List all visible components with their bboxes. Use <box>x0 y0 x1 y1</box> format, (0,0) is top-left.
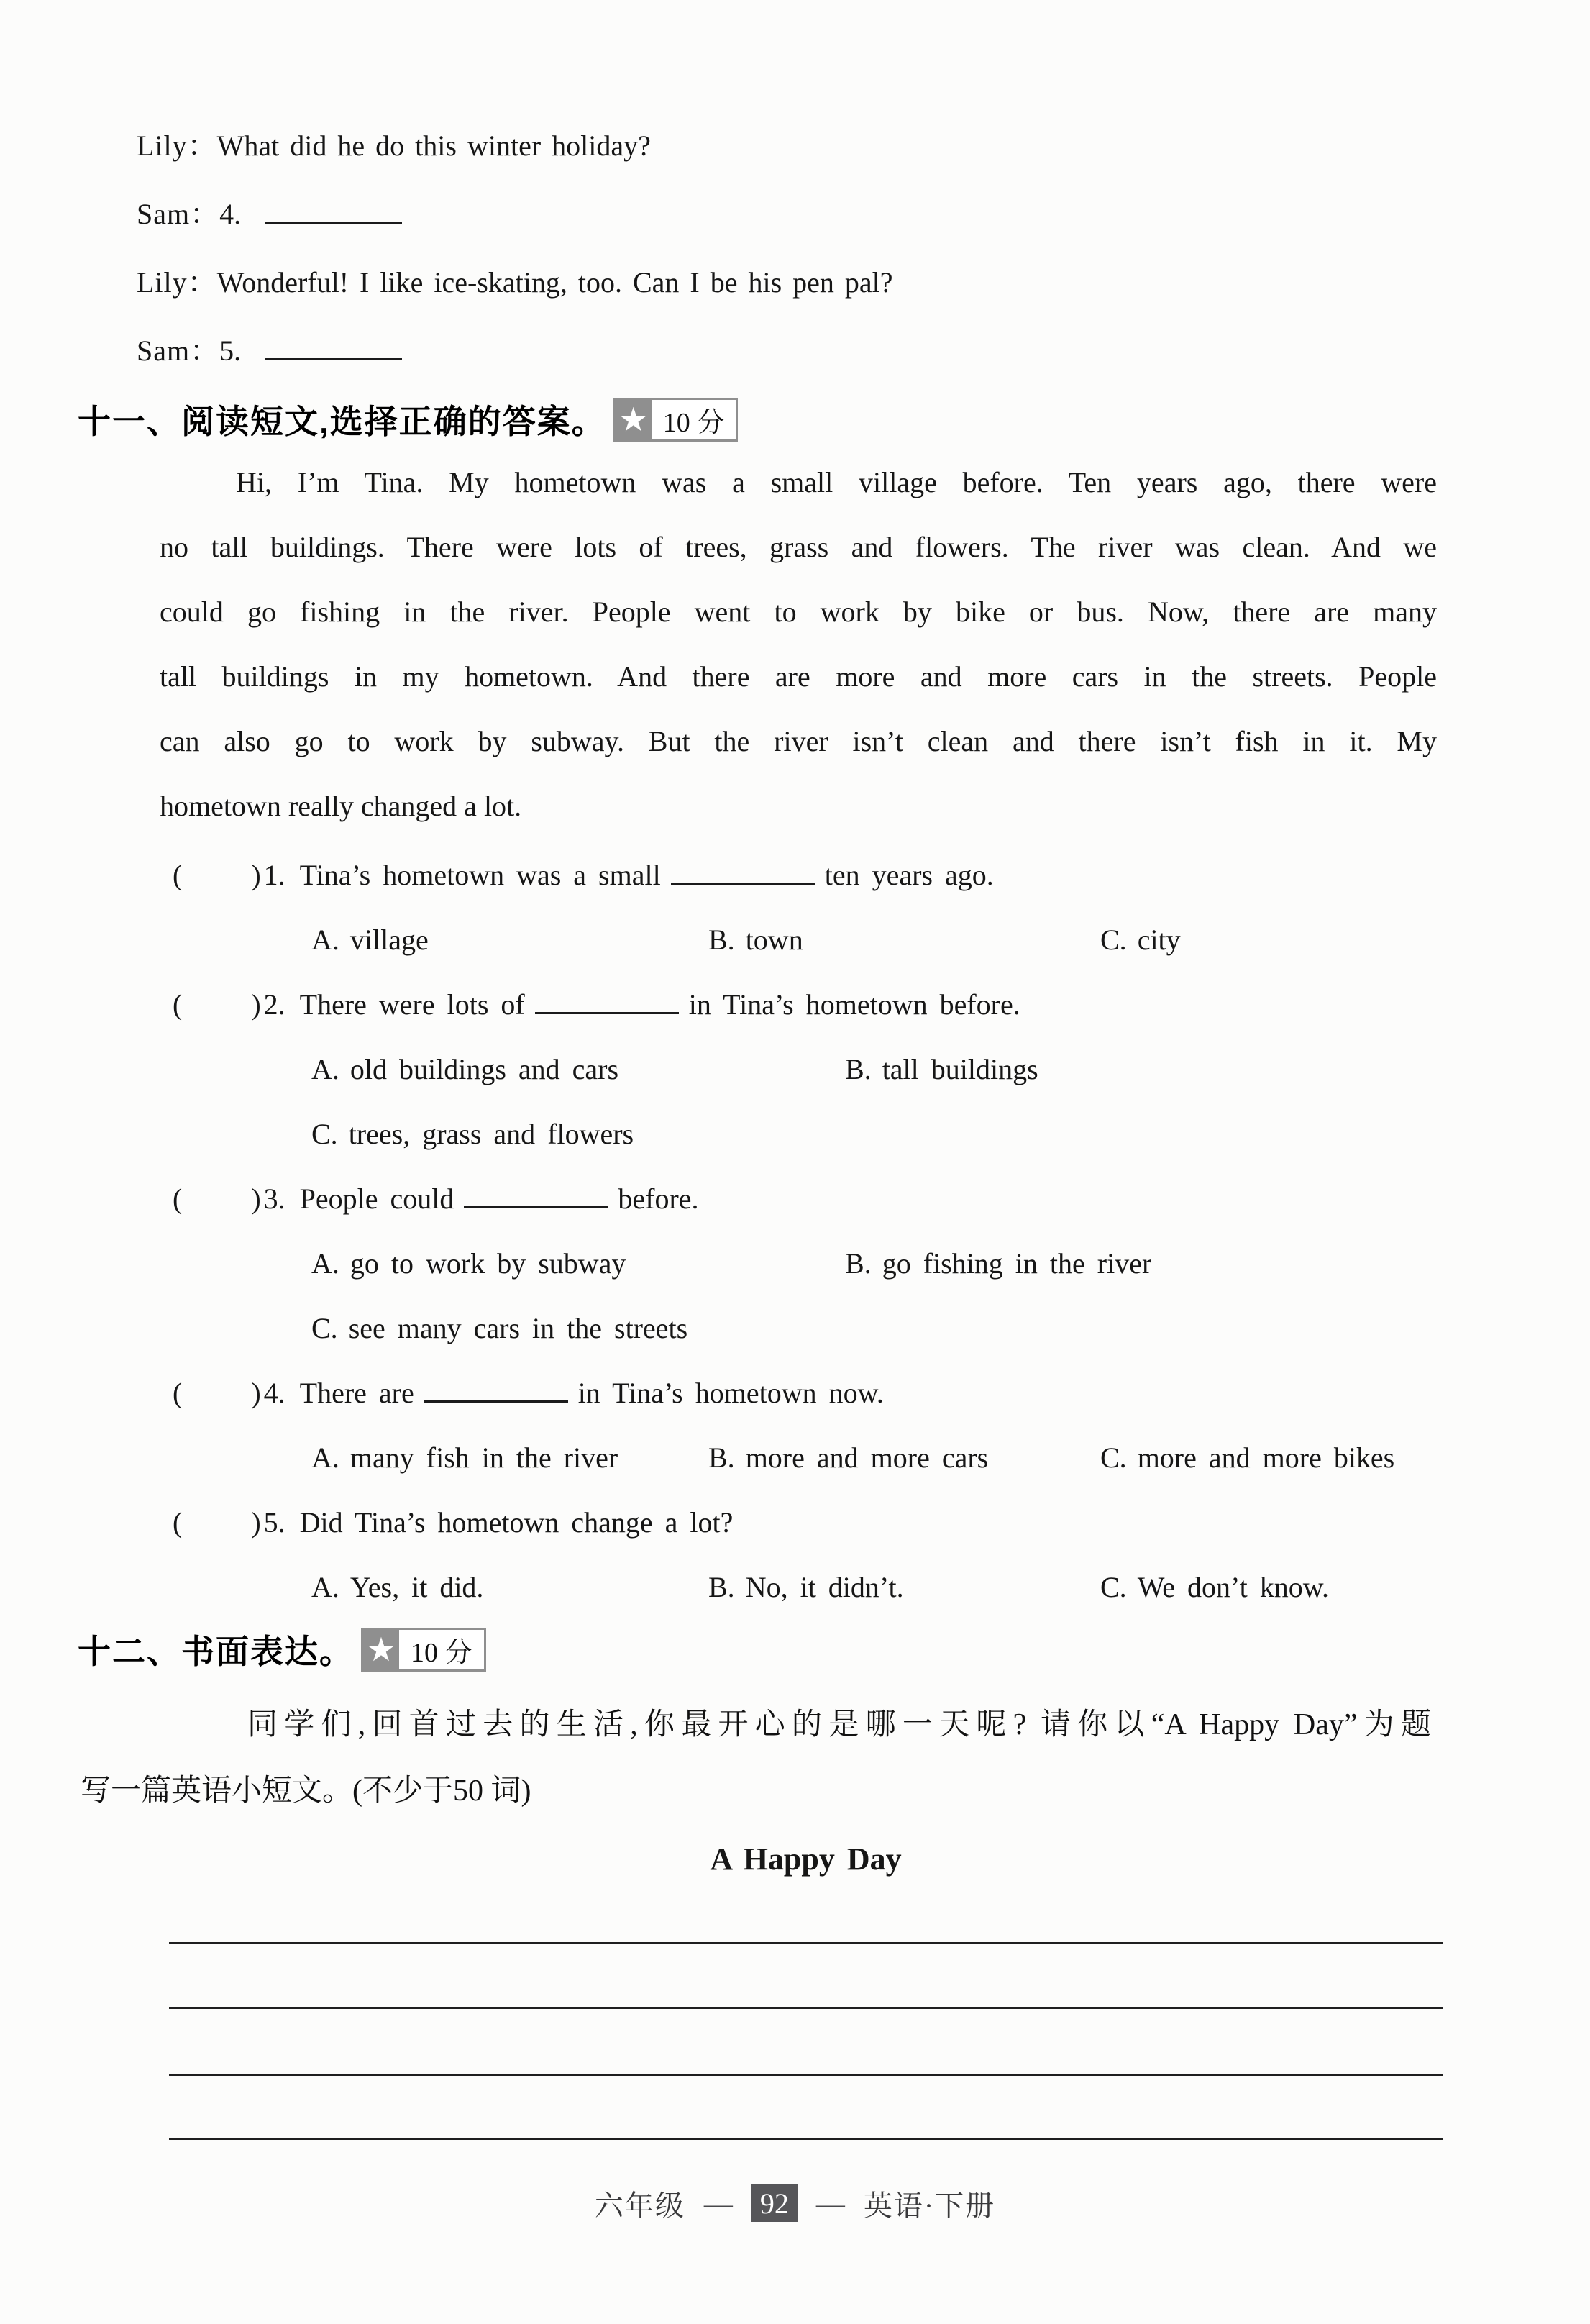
option-label: A. <box>311 1571 339 1603</box>
question-text: There were lots of <box>299 988 525 1021</box>
page-footer <box>0 2182 1590 2224</box>
question-list <box>173 843 1446 1620</box>
question-number: 3. <box>263 1182 285 1215</box>
option-c <box>1100 1555 1329 1620</box>
question-text: in Tina’s hometown now. <box>577 1377 884 1409</box>
option-text: go to work by subway <box>349 1247 626 1280</box>
option-label: A. <box>311 1441 339 1474</box>
footer-book: 英语·下册 <box>863 2189 996 2222</box>
star-icon: ★ <box>363 1630 399 1669</box>
passage-line: could go fishing in the river. People went to work by bike or bus. Now, there are many <box>160 596 1437 628</box>
dialogue-line <box>137 316 893 385</box>
option-label: A. <box>311 924 339 956</box>
fill-in-blank[interactable] <box>464 1199 608 1208</box>
option-label: A. <box>311 1247 339 1280</box>
question-3 <box>173 1167 1446 1231</box>
option-b <box>845 1231 1151 1296</box>
option-text: go fishing in the river <box>882 1247 1152 1280</box>
question-number: 5. <box>263 1506 285 1539</box>
option-b <box>708 1426 988 1490</box>
fill-in-blank[interactable] <box>424 1393 568 1403</box>
question-text: before. <box>618 1182 699 1215</box>
score-badge <box>613 398 739 442</box>
footer-grade: 六年级 <box>594 2189 685 2222</box>
question-number: 4. <box>263 1377 285 1409</box>
question-text: ten years ago. <box>824 859 994 891</box>
option-text: town <box>745 924 803 956</box>
option-c <box>1100 1426 1394 1490</box>
dialogue-line <box>137 180 893 248</box>
option-text: old buildings and cars <box>349 1053 619 1085</box>
option-label: B. <box>845 1053 872 1085</box>
writing-line[interactable] <box>169 2074 1443 2076</box>
option-label: B. <box>708 1441 735 1474</box>
question-5-options <box>173 1555 1446 1620</box>
question-5 <box>173 1490 1446 1555</box>
option-label: C. <box>1100 1571 1127 1603</box>
fill-in-blank[interactable] <box>671 875 815 885</box>
section-11-title: 十一、阅读短文,选择正确的答案。 <box>78 403 606 440</box>
question-number: 2. <box>263 988 285 1021</box>
fill-in-blank[interactable] <box>535 1005 679 1014</box>
option-a <box>311 1037 618 1102</box>
option-label: B. <box>708 924 735 956</box>
question-4-options <box>173 1426 1446 1490</box>
question-3-options <box>173 1296 1446 1361</box>
question-4 <box>173 1361 1446 1426</box>
writing-line[interactable] <box>169 1942 1443 1944</box>
dialogue-text: 5. <box>219 334 242 367</box>
option-b <box>708 908 803 972</box>
section-12-heading <box>78 1627 486 1672</box>
dialogue-text: 4. <box>219 198 242 230</box>
question-text: People could <box>299 1182 454 1215</box>
speaker-label: Sam： <box>137 198 220 230</box>
question-text: in Tina’s hometown before. <box>688 988 1020 1021</box>
option-label: C. <box>311 1312 338 1344</box>
question-2 <box>173 972 1446 1037</box>
option-c <box>311 1296 687 1361</box>
passage-line: tall buildings in my hometown. And there are more and more cars in the streets. People <box>160 660 1437 693</box>
footer-dash: — <box>703 2187 733 2220</box>
option-text: more and more bikes <box>1137 1441 1395 1474</box>
score-label: 10 分 <box>652 400 736 439</box>
option-text: Yes, it did. <box>349 1571 484 1603</box>
page-number-badge: 92 <box>751 2184 798 2222</box>
option-text: No, it didn’t. <box>745 1571 904 1603</box>
option-text: see many cars in the streets <box>348 1312 688 1344</box>
option-b <box>708 1555 904 1620</box>
question-text: Did Tina’s hometown change a lot? <box>299 1506 734 1539</box>
answer-parens[interactable]: ( ) <box>173 1182 261 1215</box>
section-11-heading <box>78 397 738 442</box>
option-text: more and more cars <box>745 1441 989 1474</box>
answer-parens[interactable]: ( ) <box>173 1506 261 1539</box>
option-text: many fish in the river <box>349 1441 618 1474</box>
option-a <box>311 1426 618 1490</box>
writing-prompt <box>81 1692 1431 1824</box>
passage-line: no tall buildings. There were lots of trees, grass and flowers. The river was clean. And we <box>160 531 1437 563</box>
option-label: C. <box>1100 1441 1127 1474</box>
dialogue-section <box>137 111 893 385</box>
question-number: 1. <box>263 859 285 891</box>
fill-in-blank[interactable] <box>265 214 402 224</box>
option-c <box>1100 908 1181 972</box>
answer-parens[interactable]: ( ) <box>173 1377 261 1409</box>
question-text: Tina’s hometown was a small <box>299 859 661 891</box>
option-text: city <box>1137 924 1181 956</box>
option-text: village <box>349 924 429 956</box>
speaker-label: Lily： <box>137 266 217 299</box>
passage-line: hometown really changed a lot. <box>160 790 522 822</box>
option-text: tall buildings <box>882 1053 1038 1085</box>
option-label: B. <box>845 1247 872 1280</box>
writing-line[interactable] <box>169 2138 1443 2140</box>
prompt-line: 写一篇英语小短文。(不少于50 词) <box>81 1774 531 1808</box>
question-2-options <box>173 1102 1446 1167</box>
option-a <box>311 1555 483 1620</box>
question-3-options <box>173 1231 1446 1296</box>
speaker-label: Sam： <box>137 334 220 367</box>
writing-line[interactable] <box>169 2007 1443 2009</box>
dialogue-text: What did he do this winter holiday? <box>216 129 651 162</box>
option-label: A. <box>311 1053 339 1085</box>
score-label: 10 分 <box>399 1630 484 1669</box>
fill-in-blank[interactable] <box>265 351 402 360</box>
option-label: B. <box>708 1571 735 1603</box>
dialogue-line <box>137 111 893 180</box>
question-1-options <box>173 908 1446 972</box>
prompt-line: 同学们,回首过去的生活,你最开心的是哪一天呢? 请你以“A Happy Day”为题 <box>247 1708 1431 1741</box>
dialogue-line <box>137 248 893 316</box>
essay-title: A Happy Day <box>710 1841 902 1877</box>
option-label: C. <box>311 1118 338 1150</box>
question-text: There are <box>299 1377 414 1409</box>
option-text: trees, grass and flowers <box>348 1118 634 1150</box>
passage-line: can also go to work by subway. But the river isn’t clean and there isn’t fish in it. My <box>160 725 1437 757</box>
star-icon: ★ <box>616 400 652 439</box>
passage-line: Hi, I’m Tina. My hometown was a small village before. Ten years ago, there were <box>236 466 1437 498</box>
score-badge <box>361 1628 486 1672</box>
reading-passage <box>160 450 1437 839</box>
option-a <box>311 908 429 972</box>
option-label: C. <box>1100 924 1127 956</box>
answer-parens[interactable]: ( ) <box>173 859 261 891</box>
speaker-label: Lily： <box>137 129 217 162</box>
section-12-title: 十二、书面表达。 <box>78 1633 354 1670</box>
option-a <box>311 1231 626 1296</box>
answer-parens[interactable]: ( ) <box>173 988 261 1021</box>
dialogue-text: Wonderful! I like ice-skating, too. Can I be his pen pal? <box>216 266 893 299</box>
footer-dash: — <box>815 2187 845 2220</box>
option-text: We don’t know. <box>1137 1571 1329 1603</box>
question-1 <box>173 843 1446 908</box>
option-c <box>311 1102 634 1167</box>
option-b <box>845 1037 1038 1102</box>
question-2-options <box>173 1037 1446 1102</box>
